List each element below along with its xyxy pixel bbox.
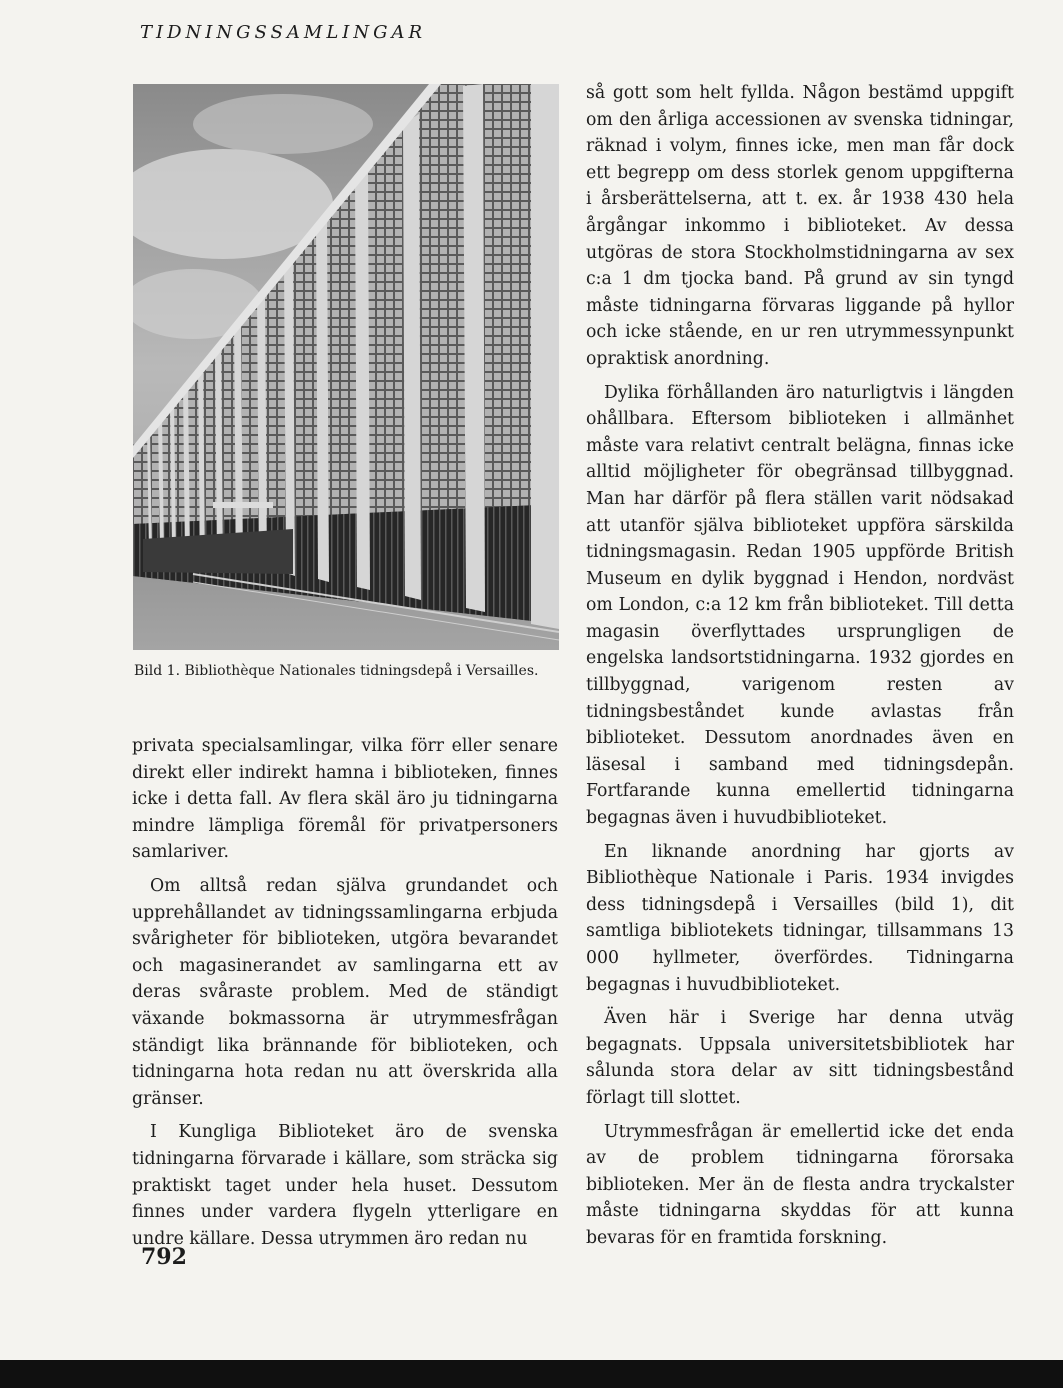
figure-caption: Bild 1. Bibliothèque Nationales tidningsdepå i Versailles. bbox=[134, 663, 539, 679]
page-number: 792 bbox=[141, 1244, 187, 1270]
paragraph: I Kungliga Biblioteket äro de svenska tidningarna förvarade i källare, som sträcka sig praktiskt taget under hela huset. Dessutom finnes under vardera flygeln ytterligare en undre källare. Dessa utrymmen äro redan nu bbox=[132, 1122, 558, 1249]
paragraph: Även här i Sverige har denna utväg begagnats. Uppsala universitetsbibliotek har sålunda stora delar av sitt tidningsbestånd förlagt till slottet. bbox=[586, 1008, 1014, 1108]
right-text-column bbox=[586, 80, 1014, 1259]
paragraph: Om alltså redan själva grundandet och upprehållandet av tidningssamlingarna erbjuda svårigheter för biblioteken, utgöra bevarandet och magasinerandet av samlingarna ett av deras svåraste problem. Med de ständigt växande bokmassorna är utrymmesfrågan ständigt lika brännande för biblioteken, och tidningarna hota redan nu att överskrida alla gränser. bbox=[132, 875, 558, 1109]
paragraph: Dylika förhållanden äro naturligtvis i längden ohållbara. Eftersom biblioteken i allmänhet måste vara relativt centralt belägna, finnas icke alltid möjligheter för obegränsad tillbyggnad. Man har därför på flera ställen varit nödsakad att utanför själva biblioteket uppföra särskilda tidningsmagasin. Redan 1905 uppförde British Museum en dylik byggnad i Hendon, nordväst om London, c:a 12 km från biblioteket. Till detta magasin överflyttades ursprungligen de engelska landsortstidningarna. 1932 gjordes en tillbyggnad, varigenom resten av tidningsbeståndet kunde avlastas från biblioteket. Dessutom anordnades även en läsesal i samband med tidningsdepån. Fortfarande kunna emellertid tidningarna begagnas även i huvudbiblioteket. bbox=[586, 382, 1014, 829]
running-title: TIDNINGSSAMLINGAR bbox=[140, 22, 427, 43]
paragraph: så gott som helt fyllda. Någon bestämd uppgift om den årliga accessionen av svenska tidningar, räknad i volym, finnes icke, men man får dock ett begrepp om dess storlek genom uppgifterna i årsberättelserna, att t. ex. år 1938 430 hela årgångar inkommo i biblioteket. Av dessa utgöras de stora Stockholmstidningarna av sex c:a 1 dm tjocka band. På grund av sin tyngd måste tidningarna förvaras liggande på hyllor och icke stående, en ur ren utrymmessynpunkt opraktisk anordning. bbox=[586, 83, 1014, 369]
scan-border bbox=[0, 1360, 1063, 1388]
left-text-column bbox=[132, 733, 558, 1259]
building-photograph bbox=[133, 84, 559, 650]
paragraph: Utrymmesfrågan är emellertid icke det enda av de problem tidningarna förorsaka biblioteken. Mer än de flesta andra tryckalster måste tidningarna skyddas för att kunna bevaras för en framtida forskning. bbox=[586, 1121, 1014, 1248]
paragraph: En liknande anordning har gjorts av Bibliothèque Nationale i Paris. 1934 invigdes dess tidningsdepå i Versailles (bild 1), dit samtliga bibliotekets tidningar, tillsammans 13 000 hyllmeter, överfördes. Tidningarna begagnas i huvudbiblioteket. bbox=[586, 841, 1014, 995]
paragraph: privata specialsamlingar, vilka förr eller senare direkt eller indirekt hamna i biblioteken, finnes icke i detta fall. Av flera skäl äro ju tidningarna mindre lämpliga föremål för privatpersoners samlariver. bbox=[132, 736, 558, 863]
